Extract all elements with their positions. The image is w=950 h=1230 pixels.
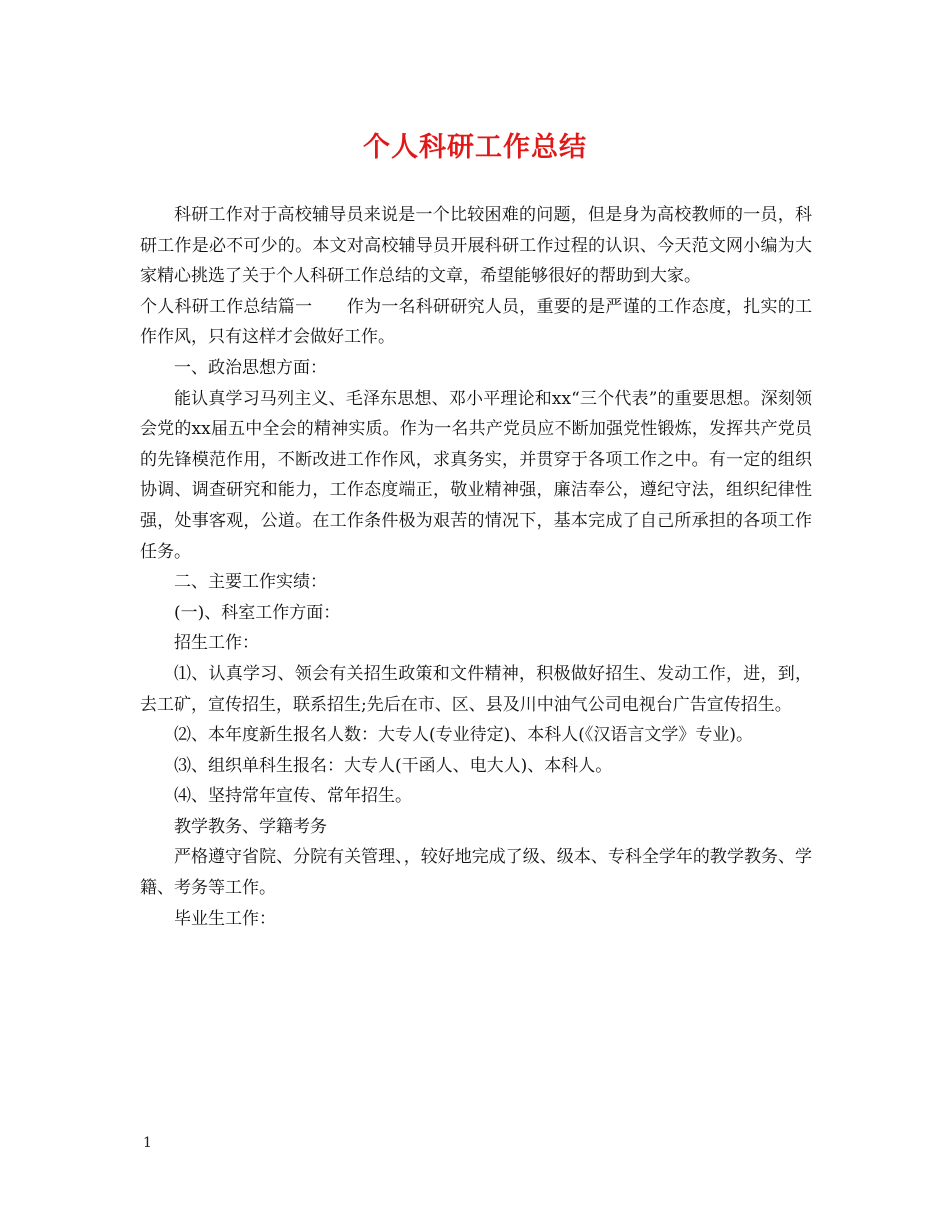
teaching-affairs-paragraph: 严格遵守省院、分院有关管理、，较好地完成了级、级本、专科全学年的教学教务、学籍、考务等工作。: [140, 847, 812, 899]
enrollment-item-1: ⑴、认真学习、领会有关招生政策和文件精神，积极做好招生、发动工作，进，到，去工矿，宣传招生，联系招生;先后在市、区、县及川中油气公司电视台广告宣传招生。: [140, 663, 812, 715]
heading-achievements: 二、主要工作实绩：: [174, 572, 327, 593]
enrollment-item-2: ⑵、本年度新生报名人数：大专人(专业待定)、本科人(《汉语言文学》专业)。: [174, 725, 754, 746]
heading-department-work: (一)、科室工作方面：: [174, 602, 341, 623]
page-number: 1: [143, 1135, 152, 1151]
political-paragraph: 能认真学习马列主义、毛泽东思想、邓小平理论和xx“三个代表”的重要思想。深刻领会党的xx届五中全会的精神实质。作为一名共产党员应不断加强党性锻炼，发挥共产党员的先锋模范作用，不断改进工作作风，求真务实，并贯穿于各项工作之中。有一定的组织协调、调查研究和能力，工作态度端正，敬业精神强，廉洁奉公，遵纪守法，组织纪律性强，处事客观，公道。在工作条件极为艰苦的情况下，基本完成了自己所承担的各项工作任务。: [140, 388, 812, 562]
document-title: 个人科研工作总结: [363, 132, 587, 163]
intro-paragraph: 科研工作对于高校辅导员来说是一个比较困难的问题，但是身为高校教师的一员，科研工作是必不可少的。本文对高校辅导员开展科研工作过程的认识、今天范文网小编为大家精心挑选了关于个人科研工作总结的文章，希望能够很好的帮助到大家。: [140, 205, 812, 287]
section-lead-paragraph: 个人科研工作总结篇一 作为一名科研研究人员，重要的是严谨的工作态度，扎实的工作作风，只有这样才会做好工作。: [140, 296, 812, 348]
heading-enrollment: 招生工作：: [174, 633, 259, 654]
heading-teaching-affairs: 教学教务、学籍考务: [174, 816, 327, 837]
enrollment-item-3: ⑶、组织单科生报名：大专人(干函人、电大人)、本科人。: [174, 755, 613, 776]
enrollment-item-4: ⑷、坚持常年宣传、常年招生。: [174, 786, 412, 807]
heading-political: 一、政治思想方面：: [174, 357, 327, 378]
document-body: [140, 200, 812, 934]
heading-graduates: 毕业生工作：: [174, 908, 276, 929]
